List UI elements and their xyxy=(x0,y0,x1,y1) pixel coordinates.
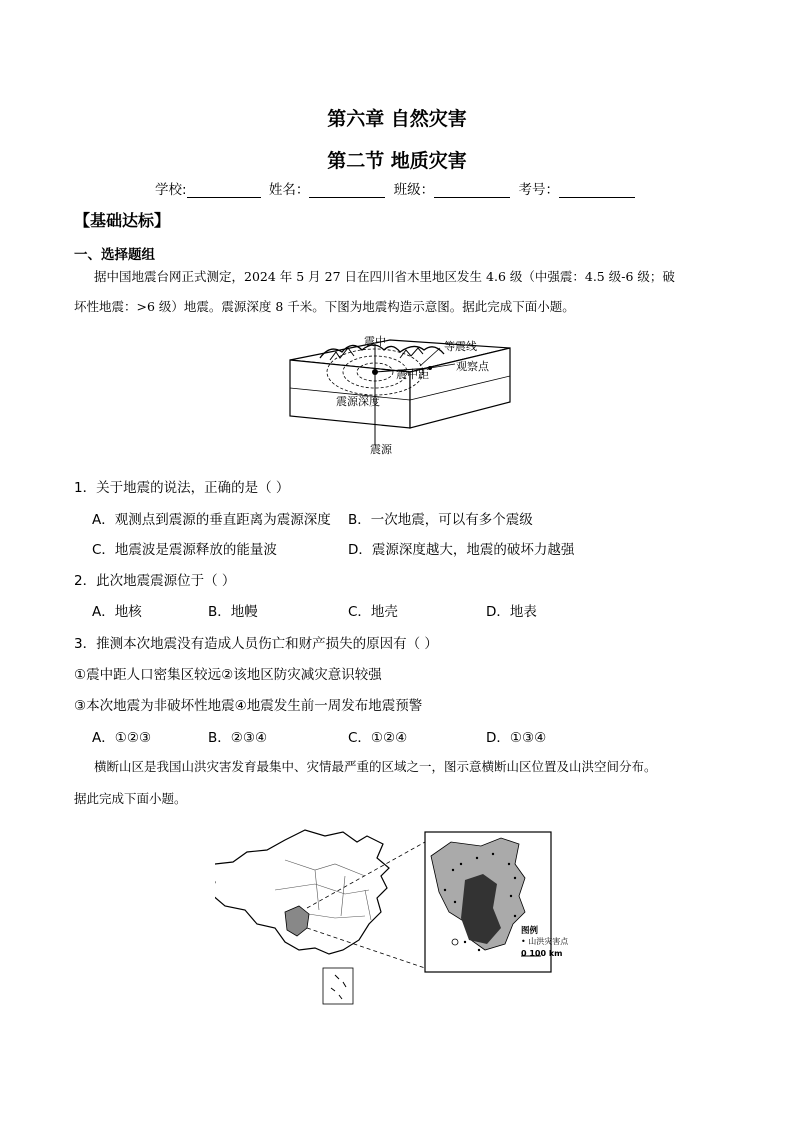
part-label: 一、选择题组 xyxy=(74,247,155,263)
q2-option-d[interactable]: D．地表 xyxy=(486,604,537,620)
q3-option-c[interactable]: C．①②④ xyxy=(348,730,408,746)
section-title: 第二节 地质灾害 xyxy=(327,150,467,172)
q2-option-b[interactable]: B．地幔 xyxy=(208,604,258,620)
passage1-line1: 据中国地震台网正式测定，2024 年 5 月 27 日在四川省木里地区发生 4.6 级（中强震：4.5 级-6 级；破 xyxy=(94,269,675,284)
q2-option-c[interactable]: C．地壳 xyxy=(348,604,398,620)
label-epicenter: 震中 xyxy=(364,335,386,348)
name-blank[interactable] xyxy=(309,197,385,198)
passage2-line1: 横断山区是我国山洪灾害发育最集中、灾情最严重的区域之一，图示意横断山区位置及山洪空间分布。 xyxy=(94,759,657,774)
q3-statements-line2: ③本次地震为非破坏性地震④地震发生前一周发布地震预警 xyxy=(74,698,423,714)
map-scale-label: 0 100 km xyxy=(521,949,563,958)
label-focal-depth: 震源深度 xyxy=(336,395,380,408)
q3-statements-line1: ①震中距人口密集区较远②该地区防灾减灾意识较强 xyxy=(74,667,382,683)
passage2-line2: 据此完成下面小题。 xyxy=(74,791,187,806)
question-3-stem: 3．推测本次地震没有造成人员伤亡和财产损失的原因有（ ） xyxy=(74,636,438,652)
q1-option-a[interactable]: A．观测点到震源的垂直距离为震源深度 xyxy=(92,512,331,528)
q1-option-d[interactable]: D．震源深度越大，地震的破坏力越强 xyxy=(348,542,575,558)
exam-no-blank[interactable] xyxy=(559,197,635,198)
school-label: 学校: xyxy=(155,182,187,198)
q3-option-b[interactable]: B．②③④ xyxy=(208,730,268,746)
chapter-title: 第六章 自然灾害 xyxy=(327,108,467,130)
q1-option-c[interactable]: C．地震波是震源释放的能量波 xyxy=(92,542,277,558)
hengduan-map-figure xyxy=(215,820,605,1010)
section-label: 【基础达标】 xyxy=(74,211,171,230)
exam-no-label: 考号： xyxy=(518,182,559,198)
q3-option-d[interactable]: D．①③④ xyxy=(486,730,547,746)
school-blank[interactable] xyxy=(187,197,261,198)
earthquake-structure-diagram xyxy=(280,330,530,460)
student-info-line xyxy=(0,178,794,198)
class-blank[interactable] xyxy=(434,197,510,198)
label-observation-point: 观察点 xyxy=(456,360,489,373)
class-label: 班级： xyxy=(393,182,435,198)
q2-option-a[interactable]: A．地核 xyxy=(92,604,142,620)
question-1-stem: 1．关于地震的说法，正确的是（ ） xyxy=(74,480,290,496)
name-label: 姓名： xyxy=(268,182,310,198)
q1-option-b[interactable]: B．一次地震，可以有多个震级 xyxy=(348,512,533,528)
label-epicentral-distance: 震中距 xyxy=(396,368,429,381)
map-legend-item: • 山洪灾害点 xyxy=(521,937,569,946)
passage1-line2: 坏性地震：>6 级）地震。震源深度 8 千米。下图为地震构造示意图。据此完成下面小题。 xyxy=(74,299,575,314)
question-2-stem: 2．此次地震震源位于（ ） xyxy=(74,573,236,589)
map-legend-title: 图例 xyxy=(521,926,539,936)
label-isoseismal: 等震线 xyxy=(444,340,477,353)
label-focus: 震源 xyxy=(370,443,392,456)
q3-option-a[interactable]: A．①②③ xyxy=(92,730,152,746)
